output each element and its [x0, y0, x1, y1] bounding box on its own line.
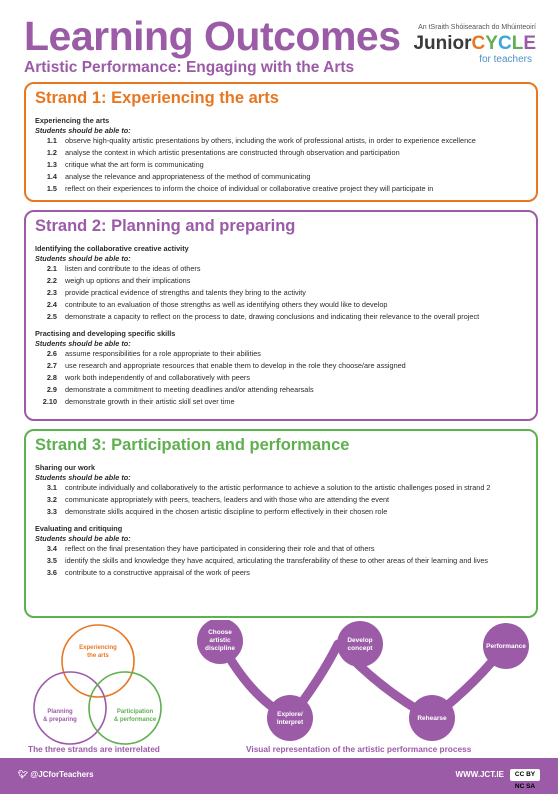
outcome-text: demonstrate a capacity to reflect on the process to date, drawing conclusions and indicating their relevance to the overall project: [65, 312, 480, 321]
outcome-number: 2.1: [46, 264, 57, 273]
page-title: Learning Outcomes: [24, 13, 401, 59]
logo-l: L: [511, 33, 524, 54]
section-heading: Practising and developing specific skills: [35, 329, 176, 338]
outcome-number: 3.1: [46, 483, 57, 492]
process-node-explore: [267, 695, 313, 741]
outcome-item: [35, 172, 526, 184]
junior-cycle-logo: [396, 24, 536, 65]
logo-for-teachers: for teachers: [479, 54, 532, 65]
venn-label-left-2: & preparing: [43, 717, 77, 723]
outcome-item: [35, 397, 526, 409]
logo-c1: C: [471, 33, 486, 54]
process-diagram: [197, 620, 529, 741]
outcome-text: reflect on their experiences to inform the choice of individual or collaborative creative project they will participate in: [65, 184, 434, 193]
outcome-item: [35, 568, 526, 580]
section-heading: Experiencing the arts: [35, 116, 110, 125]
outcome-number: 3.4: [46, 544, 57, 553]
section-subheading: Students should be able to:: [35, 254, 131, 263]
outcome-item: [35, 288, 526, 300]
venn-caption: The three strands are interrelated: [28, 744, 160, 754]
process-node-develop: [337, 621, 383, 667]
outcome-text: contribute to an evaluation of those strengths as well as identifying others they would like to develop: [65, 300, 388, 309]
outcome-item: [35, 300, 526, 312]
outcome-number: 2.7: [46, 361, 57, 370]
strand-3-box: [24, 429, 538, 618]
outcome-item: [35, 507, 526, 519]
outcome-text: weigh up options and their implications: [65, 276, 191, 285]
outcome-section: [35, 244, 526, 324]
outcome-number: 2.9: [46, 385, 57, 394]
outcome-item: [35, 184, 526, 196]
outcome-item: [35, 136, 526, 148]
venn-label-right-1: Participation: [116, 709, 154, 715]
outcome-text: use research and appropriate resources that enable them to develop in the role they choose/are assigned: [65, 361, 406, 370]
outcome-item: [35, 361, 526, 373]
logo-e: E: [523, 33, 536, 54]
logo-c2: C: [497, 33, 512, 54]
outcome-item: [35, 312, 526, 324]
venn-label-top-1: Experiencing: [79, 645, 117, 651]
outcome-number: 1.5: [46, 184, 57, 193]
outcome-number: 1.3: [46, 160, 57, 169]
venn-label-right-2: & performance: [113, 717, 157, 723]
outcome-text: communicate appropriately with peers, teachers, leaders and with those who are attending the event: [65, 495, 390, 504]
outcome-number: 2.6: [46, 349, 57, 358]
outcome-item: [35, 148, 526, 160]
outcome-text: demonstrate skills acquired in the chosen artistic discipline to perform effectively in their chosen role: [65, 507, 388, 516]
node-choose-line-1: Choose: [208, 629, 232, 636]
section-subheading: Students should be able to:: [35, 126, 131, 135]
outcome-text: observe high-quality artistic presentations by others, including the work of professional artists, in order to experience excellence: [65, 136, 476, 145]
section-heading: Evaluating and critiquing: [35, 524, 123, 533]
outcome-item: [35, 264, 526, 276]
outcome-item: [35, 349, 526, 361]
outcome-number: 2.2: [46, 276, 57, 285]
outcome-number: 2.4: [46, 300, 57, 309]
outcome-text: contribute to a constructive appraisal of the work of peers: [65, 568, 250, 577]
outcome-item: [35, 385, 526, 397]
outcome-number: 2.8: [46, 373, 57, 382]
outcome-item: [35, 556, 526, 568]
outcome-section: [35, 116, 526, 196]
venn-circle-participation: [89, 672, 161, 744]
outcome-number: 1.4: [46, 172, 57, 181]
node-explore-line-2: Interpret: [276, 719, 304, 726]
footer-bar: [0, 758, 558, 794]
outcome-text: identify the skills and knowledge they have acquired, articulating the transferability of these to other areas of their learning and lives: [65, 556, 489, 565]
outcome-number: 2.5: [46, 312, 57, 321]
website-link[interactable]: WWW.JCT.IE: [455, 770, 504, 779]
strand-1-box: [24, 82, 538, 202]
section-heading: Sharing our work: [35, 463, 96, 472]
outcome-number: 3.6: [46, 568, 57, 577]
logo-wordmark: [396, 34, 536, 54]
outcome-item: [35, 373, 526, 385]
outcome-number: 1.2: [46, 148, 57, 157]
outcome-text: work both independently of and collaboratively with peers: [65, 373, 250, 382]
logo-junior: Junior: [413, 33, 472, 54]
venn-diagram: [34, 625, 161, 744]
outcome-number: 3.2: [46, 495, 57, 504]
section-subheading: Students should be able to:: [35, 339, 131, 348]
outcome-text: analyse the context in which artistic presentations are constructed through observation and participation: [65, 148, 400, 157]
outcome-text: demonstrate a commitment to meeting deadlines and/or attending rehearsals: [65, 385, 314, 394]
strand-title: Strand 2: Planning and preparing: [35, 217, 296, 235]
process-caption: Visual representation of the artistic performance process: [246, 744, 472, 754]
strand-2-box: [24, 210, 538, 421]
outcome-section: [35, 463, 526, 519]
node-develop-line-1: Develop: [347, 637, 373, 644]
outcome-item: [35, 495, 526, 507]
node-choose-line-3: discipline: [205, 645, 235, 652]
node-performance-label: Performance: [486, 643, 526, 650]
outcome-item: [35, 276, 526, 288]
creative-commons-icon: CC BY NC SA: [510, 769, 540, 781]
twitter-handle-text: @JCforTeachers: [30, 770, 94, 779]
logo-irish-text: An tSraith Shóisearach do Mhúinteoirí: [418, 24, 536, 31]
logo-y: Y: [485, 33, 498, 54]
diagrams-svg: [0, 620, 558, 755]
outcome-section: [35, 524, 526, 580]
outcome-item: [35, 160, 526, 172]
outcome-number: 2.3: [46, 288, 57, 297]
outcome-text: demonstrate growth in their artistic skill set over time: [65, 397, 235, 406]
node-rehearse-label: Rehearse: [417, 715, 447, 722]
outcome-number: 3.3: [46, 507, 57, 516]
venn-label-top-2: the arts: [87, 653, 109, 659]
outcome-text: assume responsibilities for a role appropriate to their abilities: [65, 349, 261, 358]
outcome-text: analyse the relevance and appropriateness of the method of communicating: [65, 172, 311, 181]
page-subtitle: Artistic Performance: Engaging with the Arts: [24, 59, 355, 76]
twitter-bird-icon: 🐦︎: [18, 770, 29, 779]
outcome-number: 1.1: [46, 136, 57, 145]
outcome-item: [35, 483, 526, 495]
outcome-text: contribute individually and collaboratively to the artistic performance to achieve a solution to the artistic challenges posed in strand 2: [65, 483, 491, 492]
twitter-handle-link[interactable]: [18, 770, 94, 779]
page-header: [24, 14, 544, 84]
outcome-text: provide practical evidence of strengths and talents they bring to the activity: [65, 288, 306, 297]
section-subheading: Students should be able to:: [35, 534, 131, 543]
node-explore-line-1: Explore/: [277, 711, 303, 718]
outcome-text: reflect on the final presentation they have participated in considering their role and that of others: [65, 544, 375, 553]
outcome-number: 2.10: [42, 397, 57, 406]
diagrams-area: [0, 620, 558, 755]
section-heading: Identifying the collaborative creative activity: [35, 244, 189, 253]
strand-title: Strand 3: Participation and performance: [35, 436, 350, 454]
node-develop-line-2: concept: [347, 645, 373, 652]
outcome-section: [35, 329, 526, 409]
venn-label-left-1: Planning: [47, 709, 73, 715]
strand-title: Strand 1: Experiencing the arts: [35, 89, 279, 107]
outcome-text: critique what the art form is communicating: [65, 160, 204, 169]
node-choose-line-2: artistic: [209, 637, 231, 644]
outcome-item: [35, 544, 526, 556]
outcome-text: listen and contribute to the ideas of others: [65, 264, 201, 273]
outcome-number: 3.5: [46, 556, 57, 565]
section-subheading: Students should be able to:: [35, 473, 131, 482]
